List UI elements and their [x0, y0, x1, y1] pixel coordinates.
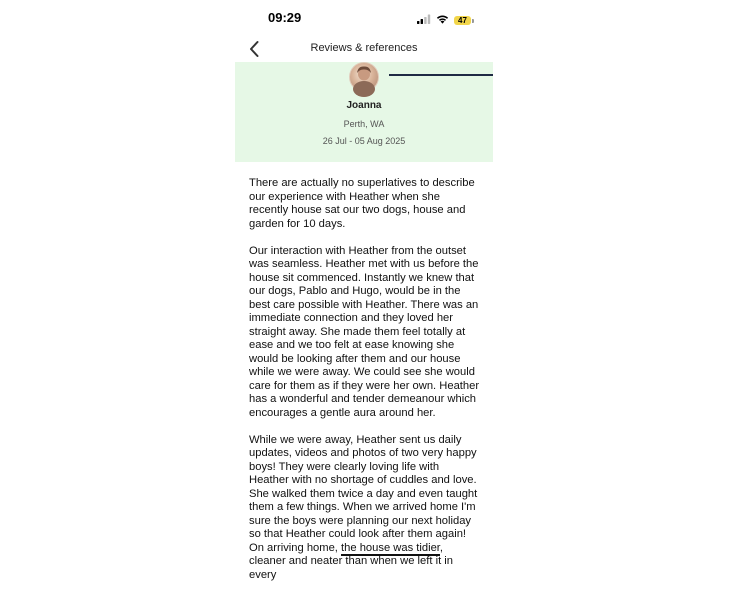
- review-text: [249, 177, 481, 596]
- cellular-signal-icon: [417, 11, 431, 29]
- accent-line: [389, 74, 493, 76]
- review-dates: 26 Jul - 05 Aug 2025: [322, 136, 406, 146]
- review-paragraph-text: While we were away, Heather sent us daily updates, videos and photos of two very happy boys! They were clearly loving life with Heather with no shortage of cuddles and love. She walked them twice a day and even taught them a few things. When we arrived home I'm sure the boys were planning our next holiday so that Heather could look after them again! On arriving home,: [249, 433, 478, 554]
- status-bar: [235, 0, 493, 34]
- avatar[interactable]: [349, 62, 379, 92]
- nav-bar: [235, 34, 493, 62]
- battery-icon: 47: [454, 16, 471, 25]
- review-paragraph: [249, 434, 481, 583]
- review-paragraph: Our interaction with Heather from the outset was seamless. Heather met with us before the house sit commenced. Instantly we knew that our dogs, Pablo and Hugo, would be in the best care possible with Heather. There was an immediate connection and they loved her straight away. She made them feel totally at ease and we too felt at ease knowing she would be looking after them and our house while we were away. We could see she would care for them as if they were her own. Heather has a wonderful and tender demeanour which encourages a gentle aura around her.: [249, 244, 480, 419]
- wifi-icon: [436, 11, 449, 29]
- reviewer-header: [235, 62, 493, 162]
- status-icons: [417, 11, 471, 29]
- page-title: Reviews & references: [310, 42, 418, 54]
- reviewer-name: Joanna: [346, 100, 382, 111]
- review-continuation: , cleaner and neater than when we left it in every: [249, 541, 453, 581]
- avatar-photo: [350, 63, 378, 91]
- review-paragraph: There are actually no superlatives to describe our experience with Heather when she recently house sat our two dogs, house and garden for 10 days.: [249, 177, 475, 230]
- status-time: 09:29: [268, 10, 302, 25]
- reviewer-location: Perth, WA: [343, 119, 385, 129]
- highlighted-text: the house was tidier: [341, 541, 440, 554]
